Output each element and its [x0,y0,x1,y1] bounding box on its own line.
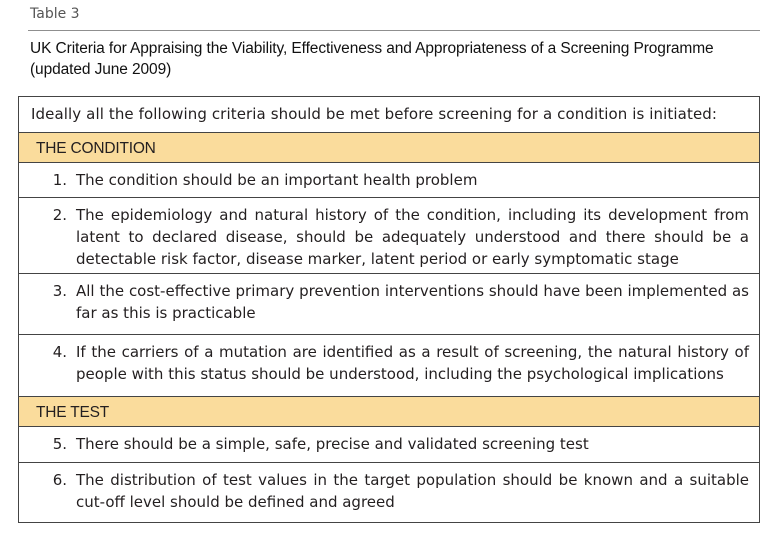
criterion-text: The epidemiology and natural history of the condition, including its development from latent to declared disease, should be adequately understood and there should be a detectable risk factor, disease marker, latent period or early symptomatic stage [76,206,749,268]
criterion-number: 6. [52,471,67,489]
section-heading-condition: THE CONDITION [19,133,759,163]
top-rule [28,30,760,31]
criteria-table [18,96,760,523]
criterion-text: All the cost-effective primary prevention interventions should have been implemented as far as this is practicable [76,282,749,322]
criterion-text: There should be a simple, safe, precise and validated screening test [76,435,589,453]
criterion-number: 1. [52,171,67,189]
criterion-number: 5. [52,435,67,453]
criterion-text: The distribution of test values in the target population should be known and a suitable cut-off level should be defined and agreed [76,471,749,511]
table-intro: Ideally all the following criteria should be met before screening for a condition is initiated: [19,97,759,133]
criterion-row [19,463,759,522]
table-label: Table 3 [30,6,80,22]
criterion-text: The condition should be an important health problem [76,171,478,189]
criterion-number: 2. [52,206,67,224]
criterion-number: 4. [52,343,67,361]
criterion-row [19,274,759,335]
criterion-text: If the carriers of a mutation are identified as a result of screening, the natural history of people with this status should be understood, including the psychological implications [76,343,749,383]
criterion-row [19,198,759,274]
criterion-row [19,163,759,198]
criterion-row [19,427,759,463]
section-heading-test: THE TEST [19,397,759,427]
criterion-row [19,335,759,397]
criterion-number: 3. [52,282,67,300]
table-caption: UK Criteria for Appraising the Viability, Effectiveness and Appropriateness of a Screening Programme (updated June 2009) [30,40,714,78]
